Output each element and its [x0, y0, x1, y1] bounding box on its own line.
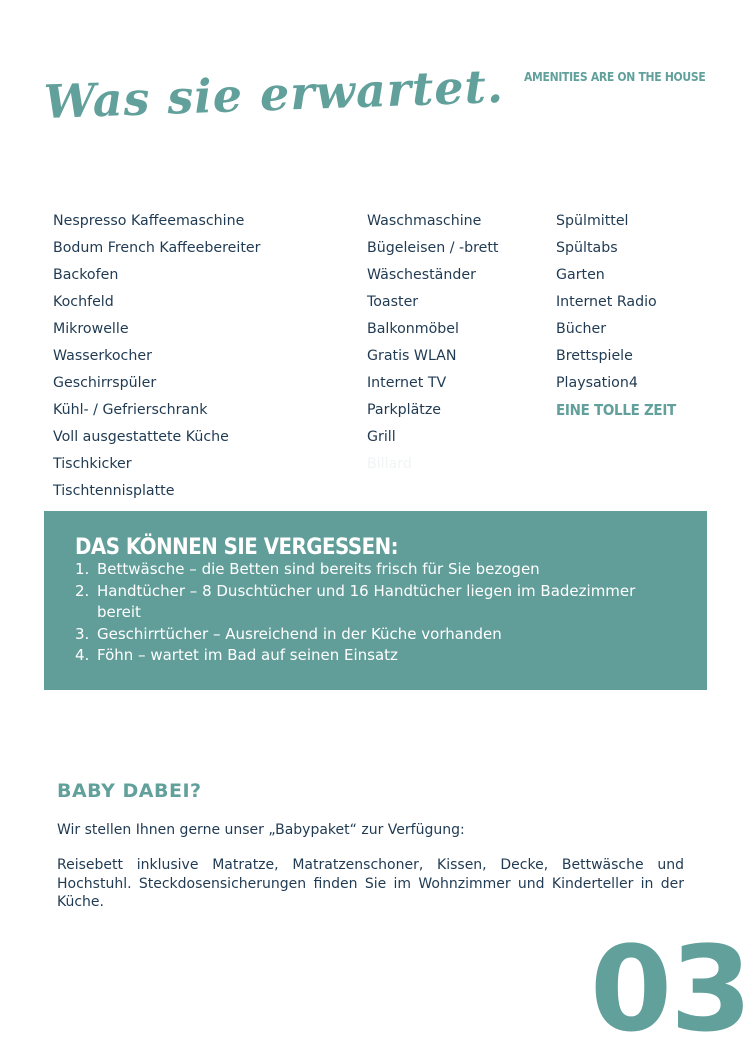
amenity-item: Garten [556, 267, 605, 283]
amenities-column-1 [53, 208, 260, 505]
amenity-item: Voll ausgestattete Küche [53, 429, 229, 445]
baby-intro-text: Wir stellen Ihnen gerne unser „Babypaket“ zur Verfügung: [57, 822, 465, 838]
amenity-item: Parkplätze [367, 402, 442, 418]
amenity-item: Balkonmöbel [367, 321, 459, 337]
amenities-column-2 [367, 208, 498, 478]
forget-list [75, 559, 675, 667]
forget-item-number: 1. [75, 560, 90, 578]
forget-item-number: 2. [75, 581, 90, 600]
amenity-highlight: EINE TOLLE ZEIT [556, 401, 676, 419]
forget-item-number: 4. [75, 646, 90, 664]
amenity-item: Bodum French Kaffeebereiter [53, 240, 261, 256]
amenity-item: Wäscheständer [367, 267, 476, 283]
amenity-item: Internet TV [367, 375, 447, 391]
amenity-item: Wasserkocher [53, 348, 152, 364]
forget-item [75, 645, 675, 667]
amenity-item: Waschmaschine [367, 213, 482, 229]
forget-item-text: Handtücher – 8 Duschtücher und 16 Handtücher liegen im Badezimmer bereit [97, 581, 636, 621]
forget-item-number: 3. [75, 624, 90, 643]
forget-title: DAS KÖNNEN SIE VERGESSEN: [75, 535, 399, 561]
amenity-item: Toaster [367, 294, 419, 310]
amenity-item: Nespresso Kaffeemaschine [53, 213, 245, 229]
amenity-item: Brettspiele [556, 348, 633, 364]
amenity-item: Spültabs [556, 240, 618, 256]
page-number: 03 [590, 920, 750, 1058]
amenity-item: Grill [367, 429, 396, 445]
forget-item-text: Föhn – wartet im Bad auf seinen Einsatz [97, 646, 398, 664]
amenity-item: Gratis WLAN [367, 348, 457, 364]
amenity-item-faded: Billard [367, 456, 412, 472]
tagline: AMENITIES ARE ON THE HOUSE [524, 70, 706, 84]
amenity-item: Playsation4 [556, 375, 638, 391]
amenity-item: Bücher [556, 321, 607, 337]
forget-item-text: Bettwäsche – die Betten sind bereits frisch für Sie bezogen [97, 560, 540, 578]
baby-section-title: BABY DABEI? [57, 779, 202, 802]
amenity-item: Internet Radio [556, 294, 657, 310]
baby-details-text: Reisebett inklusive Matratze, Matratzenschoner, Kissen, Decke, Bettwäsche und Hochstuhl. Steckdosensicherungen finden Sie im Wohnzimmer und Kinderteller in der Küche. [57, 857, 684, 910]
amenity-item: Tischtennisplatte [53, 483, 175, 499]
amenity-item: Backofen [53, 267, 119, 283]
amenities-column-3 [556, 208, 676, 424]
amenity-item: Kühl- / Gefrierschrank [53, 402, 208, 418]
forget-item [75, 559, 675, 581]
page-title: Was sie erwartet. [43, 58, 505, 129]
amenity-item: Geschirrspüler [53, 375, 157, 391]
amenity-item: Kochfeld [53, 294, 114, 310]
amenity-item: Bügeleisen / -brett [367, 240, 499, 256]
forget-item-text: Geschirrtücher – Ausreichend in der Küche vorhanden [97, 624, 502, 643]
forget-item [75, 581, 675, 624]
forget-item [75, 624, 675, 646]
amenity-item: Spülmittel [556, 213, 629, 229]
amenity-item: Tischkicker [53, 456, 132, 472]
amenity-item: Mikrowelle [53, 321, 129, 337]
forget-box [44, 511, 707, 690]
